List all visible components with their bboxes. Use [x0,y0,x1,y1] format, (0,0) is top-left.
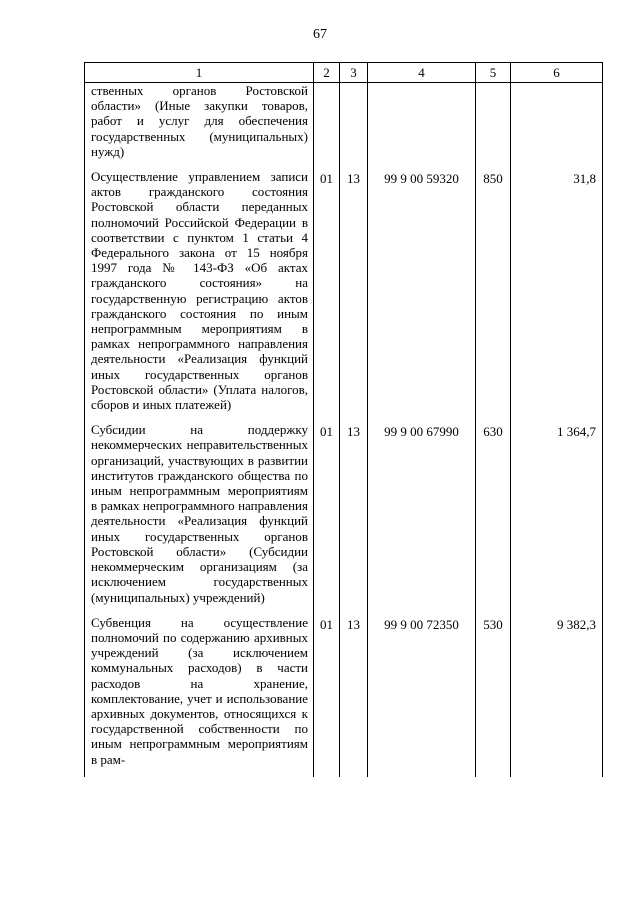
page-number: 67 [313,27,327,42]
row-subsection [340,83,368,170]
row-target-article: 99 9 00 67990 [368,422,476,614]
row-section: 01 [314,169,340,422]
row-expense-type: 630 [476,422,511,614]
row-section: 01 [314,422,340,614]
table-row [85,615,603,777]
row-amount: 1 364,7 [511,422,603,614]
row-description: Субвенция на осуществление полномочий по содержанию архивных учреждений (за исключением коммунальных расходов) в части расходов на хранение, комплектование, учет и использование архивных документов, относящихся к государственной собственности по иным непрограммным мероприятиям в рам- [85,615,314,777]
row-target-article: 99 9 00 72350 [368,615,476,777]
table-header-row [85,63,603,83]
row-amount: 31,8 [511,169,603,422]
row-description: Осуществление управлением записи актов гражданского состояния Ростовской области переданных полномочий Российской Федерации в соответствии с пунктом 1 статьи 4 Федерального закона от 15 ноября 1997 года № 143-ФЗ «Об актах гражданского состояния» на государственную регистрацию актов гражданского состояния по иным непрограммным мероприятиям в рамках непрограммного направления деятельности «Реализация функций иных государственных органов Ростовской области» (Уплата налогов, сборов и иных платежей) [85,169,314,422]
col-header-6: 6 [511,63,603,83]
col-header-4: 4 [368,63,476,83]
row-amount [511,83,603,170]
row-expense-type: 530 [476,615,511,777]
col-header-3: 3 [340,63,368,83]
col-header-2: 2 [314,63,340,83]
row-section: 01 [314,615,340,777]
row-section [314,83,340,170]
row-expense-type [476,83,511,170]
row-description: Субсидии на поддержку некоммерческих неправительственных организаций, участвующих в развитии институтов гражданского общества по иным непрограммным мероприятиям в рамках непрограммного направления деятельности «Реализация функций иных государственных органов Ростовской области» (Субсидии некоммерческим организациям (за исключением государственных (муниципальных) учреждений) [85,422,314,614]
col-header-1: 1 [85,63,314,83]
row-target-article: 99 9 00 59320 [368,169,476,422]
row-subsection: 13 [340,169,368,422]
row-subsection: 13 [340,615,368,777]
table-row [85,83,603,170]
table-row [85,422,603,614]
row-amount: 9 382,3 [511,615,603,777]
table-row [85,169,603,422]
row-subsection: 13 [340,422,368,614]
col-header-5: 5 [476,63,511,83]
row-target-article [368,83,476,170]
budget-table [84,62,603,777]
row-expense-type: 850 [476,169,511,422]
row-description: ственных органов Ростовской области» (Иные закупки товаров, работ и услуг для обеспечения государственных (муниципальных) нужд) [85,83,314,170]
